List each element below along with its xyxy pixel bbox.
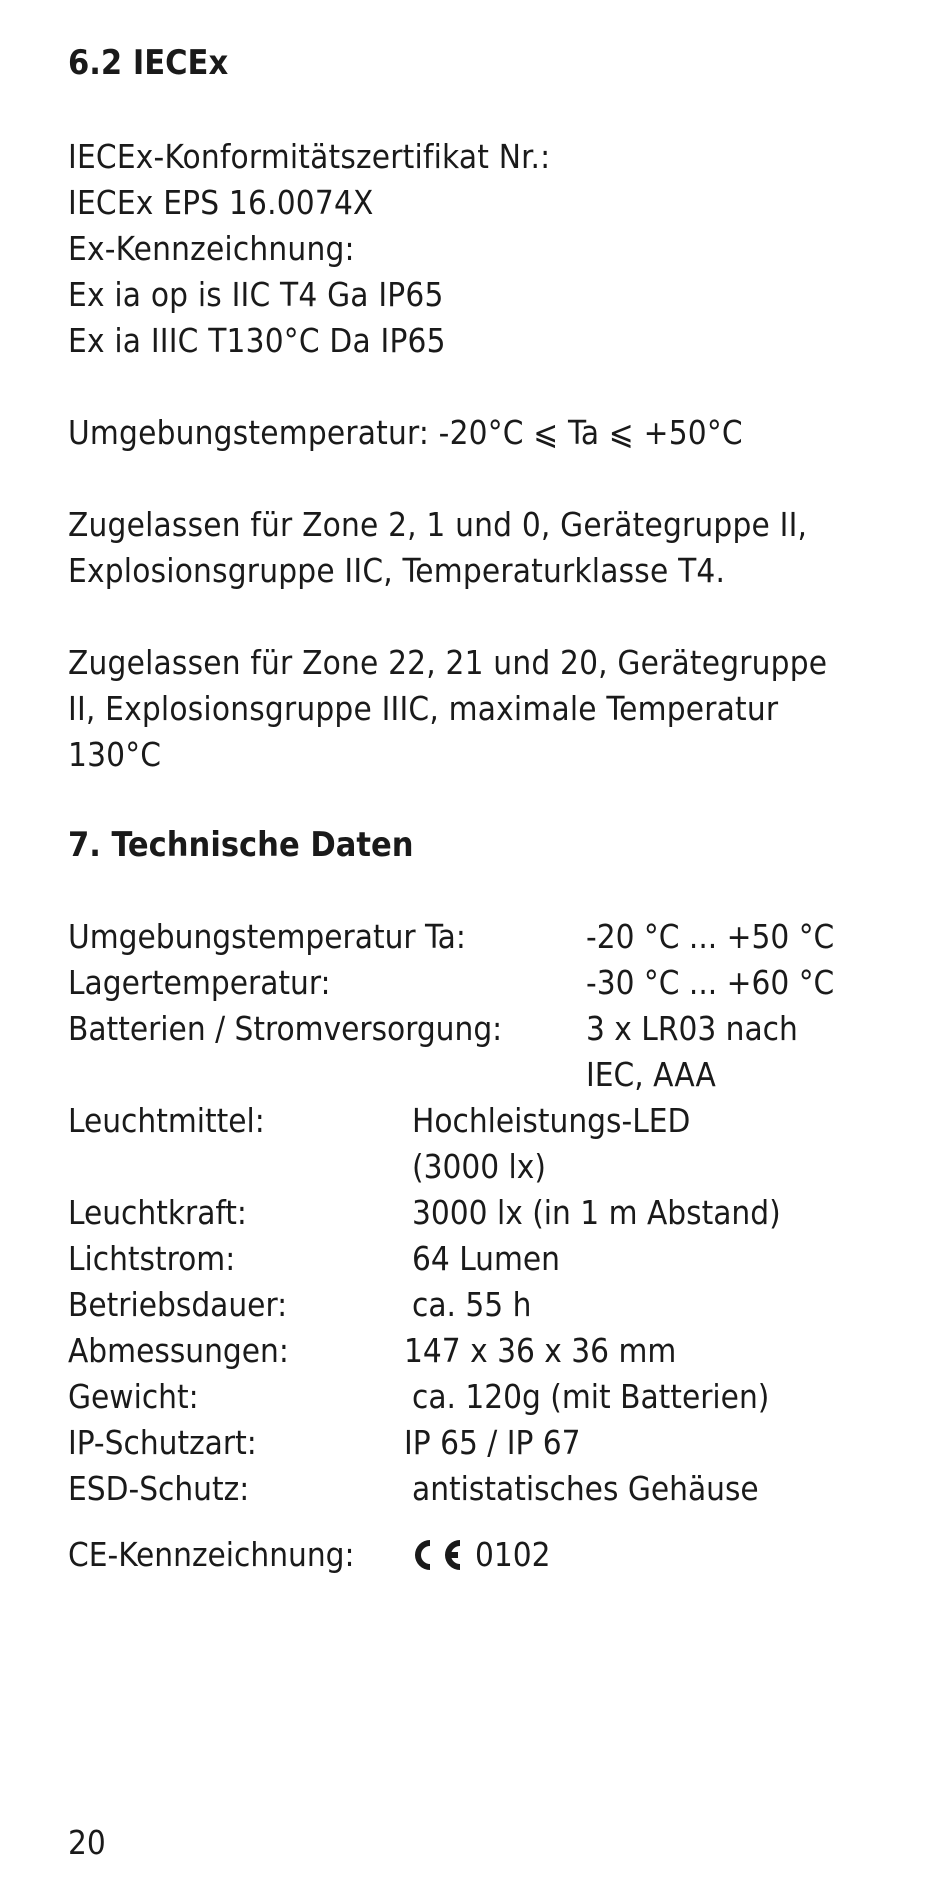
section-heading-iecex: 6.2 IECEx <box>68 43 229 83</box>
spec-value-operating-time: ca. 55 h <box>412 1285 532 1324</box>
ce-mark-icon <box>410 1536 464 1574</box>
manual-page <box>68 0 888 1883</box>
certificate-number: IECEx EPS 16.0074X <box>68 183 374 222</box>
spec-value-batteries-line-1: 3 x LR03 nach <box>586 1009 798 1048</box>
spec-label-illuminant: Leuchtmittel: <box>68 1101 265 1140</box>
spec-label-luminosity: Leuchtkraft: <box>68 1193 247 1232</box>
page-number: 20 <box>68 1823 106 1862</box>
spec-label-ambient-temperature: Umgebungstemperatur Ta: <box>68 917 466 956</box>
spec-value-ip-rating: IP 65 / IP 67 <box>404 1423 581 1462</box>
ex-marking-label: Ex-Kennzeichnung: <box>68 229 355 268</box>
spec-value-dimensions: 147 x 36 x 36 mm <box>404 1331 677 1370</box>
spec-label-operating-time: Betriebsdauer: <box>68 1285 288 1324</box>
spec-label-luminous-flux: Lichtstrom: <box>68 1239 236 1278</box>
ex-marking-dust: Ex ia IIIC T130°C Da IP65 <box>68 321 446 360</box>
ce-marking-row <box>68 1532 551 1578</box>
section-heading-technical: 7. Technische Daten <box>68 825 414 865</box>
spec-value-luminous-flux: 64 Lumen <box>412 1239 560 1278</box>
spec-value-storage-temperature: -30 °C ... +60 °C <box>586 963 835 1002</box>
ce-marking-label: CE-Kennzeichnung: <box>68 1535 355 1574</box>
certificate-label: IECEx-Konformitätszertifikat Nr.: <box>68 137 551 176</box>
spec-label-esd-protection: ESD-Schutz: <box>68 1469 250 1508</box>
spec-value-weight: ca. 120g (mit Batterien) <box>412 1377 770 1416</box>
spec-value-ambient-temperature: -20 °C ... +50 °C <box>586 917 835 956</box>
spec-label-storage-temperature: Lagertemperatur: <box>68 963 331 1002</box>
ce-notified-body-number: 0102 <box>475 1535 551 1574</box>
zone-dust-line-3: 130°C <box>68 735 162 774</box>
spec-value-esd-protection: antistatisches Gehäuse <box>412 1469 759 1508</box>
spec-label-weight: Gewicht: <box>68 1377 199 1416</box>
spec-value-illuminant-line-2: (3000 lx) <box>412 1147 546 1186</box>
spec-label-dimensions: Abmessungen: <box>68 1331 289 1370</box>
spec-label-ip-rating: IP-Schutzart: <box>68 1423 257 1462</box>
spec-label-batteries: Batterien / Stromversorgung: <box>68 1009 503 1048</box>
zone-dust-line-2: II, Explosionsgruppe IIIC, maximale Temperatur <box>68 689 779 728</box>
spec-value-batteries-line-2: IEC, AAA <box>586 1055 716 1094</box>
spec-value-luminosity: 3000 lx (in 1 m Abstand) <box>412 1193 781 1232</box>
ex-marking-gas: Ex ia op is IIC T4 Ga IP65 <box>68 275 444 314</box>
zone-gas-line-2: Explosionsgruppe IIC, Temperaturklasse T4. <box>68 551 726 590</box>
zone-dust-line-1: Zugelassen für Zone 22, 21 und 20, Gerätegruppe <box>68 643 828 682</box>
ambient-temperature-text: Umgebungstemperatur: -20°C ⩽ Ta ⩽ +50°C <box>68 413 743 452</box>
spec-value-illuminant-line-1: Hochleistungs-LED <box>412 1101 691 1140</box>
zone-gas-line-1: Zugelassen für Zone 2, 1 und 0, Gerätegruppe II, <box>68 505 808 544</box>
